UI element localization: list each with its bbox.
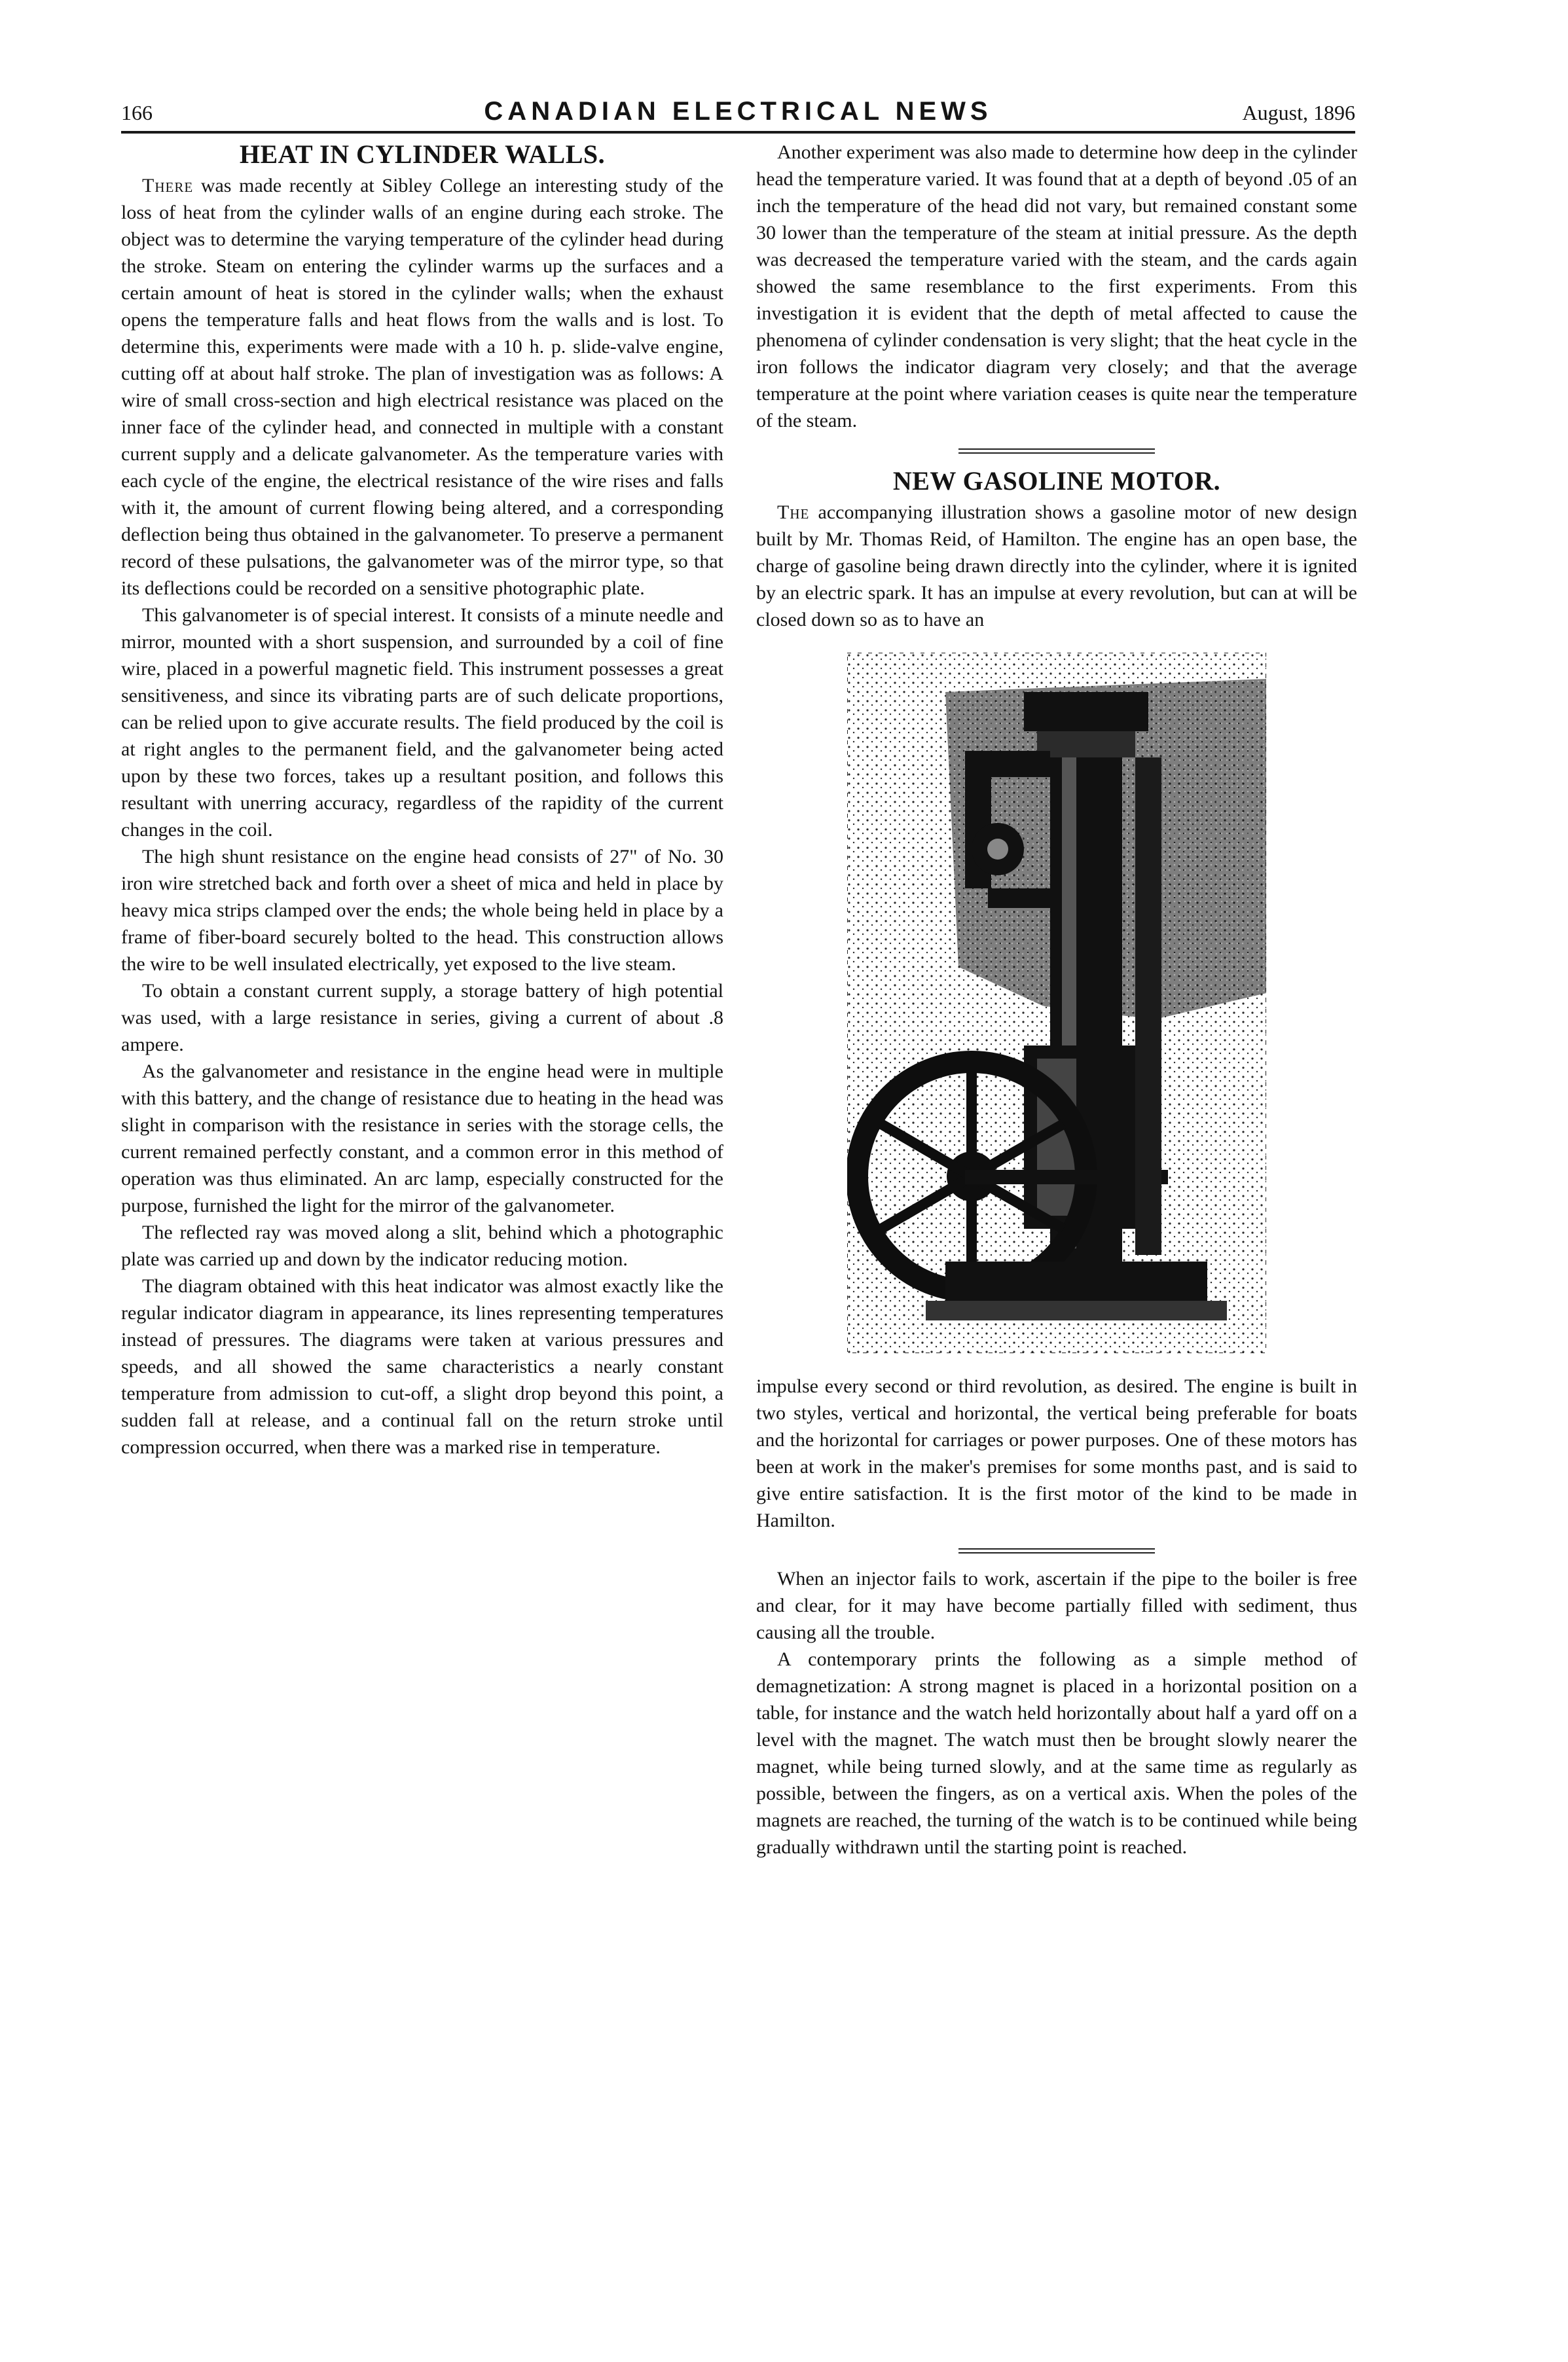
article-paragraph: To obtain a constant current supply, a storage battery of high potential was used, with a large resistance in series, giving a current of about .8 ampere.	[121, 980, 723, 1055]
engine-engraving-icon	[847, 653, 1266, 1353]
article-paragraph: The diagram obtained with this heat indicator was almost exactly like the regular indicator diagram in appearance, its lines representing temperatures instead of pressures. The diagrams were taken at various pressures and speeds, and all showed the same characteristics a nearly constant temperature from admission to cut-off, a slight drop beyond this point, a sudden fall at release, and a continual fall on the return stroke until compression occurred, when there was a marked rise in temperature.	[121, 1275, 723, 1458]
publication-title: CANADIAN ELECTRICAL NEWS	[484, 97, 993, 126]
left-column	[121, 139, 723, 1461]
dropcap-word: There	[142, 175, 194, 196]
article-paragraph: The reflected ray was moved along a slit, behind which a photographic plate was carried up and down by the indicator reducing motion.	[121, 1222, 723, 1270]
page-number: 166	[121, 101, 153, 124]
right-column	[756, 139, 1357, 1861]
masthead-rule	[121, 131, 1355, 134]
section-divider	[958, 1548, 1155, 1553]
issue-date: August, 1896	[1242, 101, 1355, 124]
article-paragraph	[121, 172, 723, 602]
gasoline-motor-illustration	[847, 653, 1266, 1353]
article-paragraph: The high shunt resistance on the engine head consists of 27" of No. 30 iron wire stretched back and forth over a sheet of mica and held in place by heavy mica strips clamped over the ends; the whole being held in place by a frame of fiber-board securely bolted to the head. This construction allows the wire to be well insulated electrically, yet exposed to the live steam.	[121, 846, 723, 975]
paragraph-text: was made recently at Sibley College an interesting study of the loss of heat from the cylinder walls of an engine during each stroke. The object was to determine the varying temperature of the cylinder head during the stroke. Steam on entering the cylinder warms up the surfaces and a certain amount of heat is stored in the cylinder walls; when the exhaust opens the temperature falls and heat flows from the walls and is lost. To determine this, experiments were made with a 10 h. p. slide-valve engine, cutting off at about half stroke. The plan of investigation was as follows: A wire of small cross-section and high electrical resistance was placed on the inner face of the cylinder head, and connected in multiple with a constant current supply and a delicate galvanometer. As the temperature varies with each cycle of the engine, the electrical resistance of the wire rises and falls with it, the amount of current flowing being altered, and a corresponding deflection being thus obtained in the galvanometer. To preserve a permanent record of these pulsations, the galvanometer was of the mirror type, so that its deflections could be recorded on a sensitive photographic plate.	[121, 175, 723, 599]
section-divider	[958, 448, 1155, 454]
note-paragraph: A contemporary prints the following as a simple method of demagnetization: A strong magnet is placed in a horizontal position on a table, for instance and the watch held horizontally about half a yard off on a level with the magnet. The watch must then be brought slowly nearer the magnet, while being turned slowly, and at the same time as regularly as possible, between the fingers, as on a vertical axis. When the poles of the magnets are reached, the turning of the watch is to be continued while being gradually withdrawn until the starting point is reached.	[756, 1648, 1357, 1858]
article-paragraph: This galvanometer is of special interest. It consists of a minute needle and mirror, mounted with a short suspension, and surrounded by a coil of fine wire, placed in a powerful magnetic field. This instrument possesses a great sensitiveness, and since its vibrating parts are of such delicate proportions, can be relied upon to give accurate results. The field produced by the coil is at right angles to the permanent field, and the galvanometer being acted upon by these two forces, takes up a resultant position, and follows this resultant with unerring accuracy, regardless of the rapidity of the current changes in the coil.	[121, 604, 723, 841]
article-paragraph: impulse every second or third revolution, as desired. The engine is built in two styles, vertical and horizontal, the vertical being preferable for boats and the horizontal for carriages or power purposes. One of these motors has been at work in the maker's premises for some months past, and is said to give entire satisfaction. It is the first motor of the kind to be made in Hamilton.	[756, 1375, 1357, 1531]
paragraph-text: accompanying illustration shows a gasoline motor of new design built by Mr. Thomas Reid, of Hamilton. The engine has an open base, the charge of gasoline being drawn directly into the cylinder, where it is ignited by an electric spark. It has an impulse at every revolution, but can at will be closed down so as to have an	[756, 501, 1357, 630]
masthead	[121, 97, 1355, 130]
article-paragraph	[756, 499, 1357, 633]
dropcap-word: The	[777, 501, 810, 523]
note-paragraph: When an injector fails to work, ascertain if the pipe to the boiler is free and clear, for it may have become partially filled with sediment, thus causing all the trouble.	[756, 1568, 1357, 1643]
article-headline-motor: NEW GASOLINE MOTOR.	[892, 466, 1221, 496]
article-paragraph: Another experiment was also made to determine how deep in the cylinder head the temperature varied. It was found that at a depth of beyond .05 of an inch the temperature of the head did not vary, but remained constant some 30 lower than the temperature of the steam at initial pressure. As the depth was decreased the temperature varied with the steam, and the cards again showed the same resemblance to the first experiments. From this investigation it is evident that the depth of metal affected to cause the phenomena of cylinder condensation is very slight; that the heat cycle in the iron follows the indicator diagram very closely; and that the average temperature at the point where variation ceases is quite near the temperature of the steam.	[756, 141, 1357, 431]
article-headline-heat: HEAT IN CYLINDER WALLS.	[239, 139, 606, 169]
article-paragraph: As the galvanometer and resistance in the engine head were in multiple with this battery, and the change of resistance due to heating in the head was slight in comparison with the resistance in series with the storage cells, the current remained perfectly constant, and a common error in this method of operation was thus eliminated. An arc lamp, especially constructed for the purpose, furnished the light for the mirror of the galvanometer.	[121, 1061, 723, 1216]
